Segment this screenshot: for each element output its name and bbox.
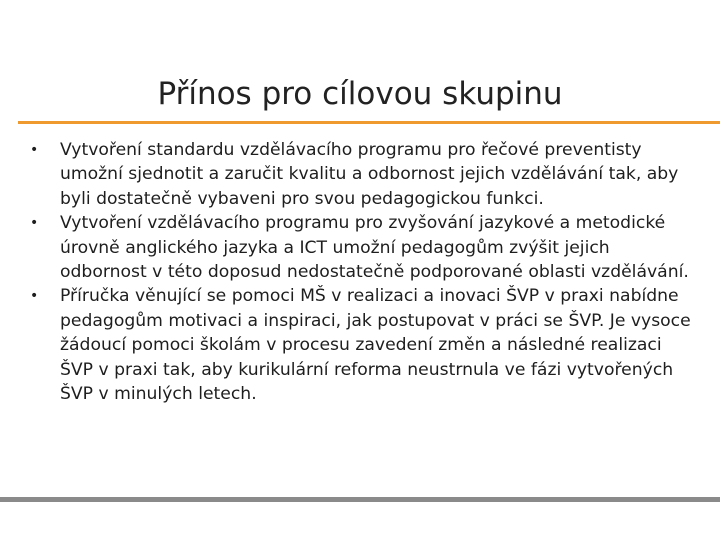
bullet-text: Vytvoření vzdělávacího programu pro zvyšování jazykové a metodické úrovně anglického jazyka a ICT umožní pedagogům zvýšit jejich odbornost v této doposud nedostatečně podporované oblasti vzdělávání. (60, 213, 689, 283)
bullet-item (0, 211, 700, 284)
title-divider (18, 121, 720, 124)
bullet-item (0, 284, 700, 406)
slide-title: Přínos pro cílovou skupinu (157, 76, 563, 112)
bullet-item (0, 138, 700, 211)
bullet-text: Příručka věnující se pomoci MŠ v realizaci a inovaci ŠVP v praxi nabídne pedagogům motivaci a inspiraci, jak postupovat v práci se ŠVP. Je vysoce žádoucí pomoci školám v procesu zavedení změn a následné realizaci ŠVP v praxi tak, aby kurikulární reforma neustrnula ve fázi vytvořených ŠVP v minulých letech. (60, 286, 691, 405)
bullet-dot-icon: • (30, 288, 39, 305)
bullet-list (0, 138, 700, 406)
bullet-dot-icon: • (30, 215, 39, 232)
footer-divider (0, 497, 720, 502)
bullet-dot-icon: • (30, 142, 39, 158)
bullet-text: Vytvoření standardu vzdělávacího programu pro řečové preventisty umožní sjednotit a zaručit kvalitu a odbornost jejich vzdělávání tak, aby byli dostatečně vybaveni pro svou pedagogickou funkci. (60, 140, 679, 209)
